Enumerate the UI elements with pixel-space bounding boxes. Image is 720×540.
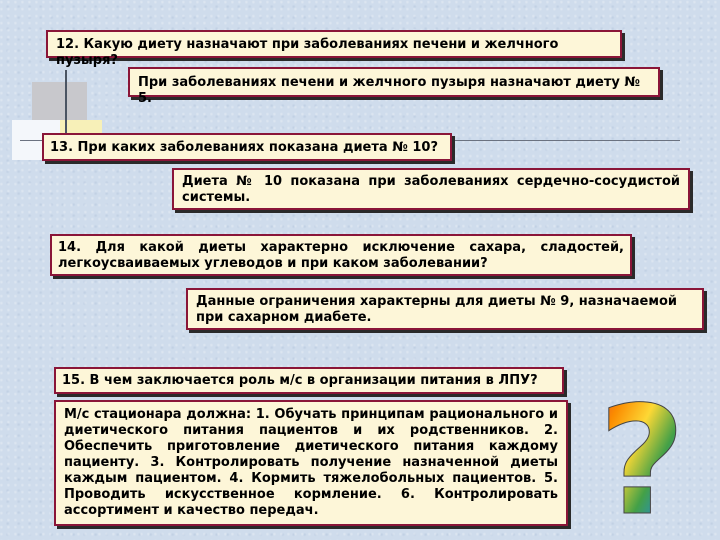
question-12-text: 12. Какую диету назначают при заболеваниях печени и желчного пузыря? — [56, 37, 559, 68]
question-14-box — [50, 234, 632, 276]
question-15-text: 15. В чем заключается роль м/с в организации питания в ЛПУ? — [62, 373, 538, 388]
answer-12-text: При заболеваниях печени и желчного пузыря назначают диету № 5. — [138, 75, 640, 106]
question-15-box — [54, 367, 564, 394]
question-14-text: 14. Для какой диеты характерно исключение сахара, сладостей, легкоусваиваемых углеводов и при каком заболевании? — [58, 240, 624, 271]
answer-12-box — [128, 67, 660, 106]
answer-14-box — [186, 288, 704, 330]
question-mark-glyph: ? — [598, 388, 686, 528]
answer-13-box — [172, 168, 690, 210]
answer-15-text: М/с стационара должна: 1. Обучать принципам рационального и диетического питания пациентов и их родственников. 2. Обеспечить приготовление диетического питания каждому пациенту. 3. Контролировать получение назначенной диеты каждым пациентом. 4. Кормить тяжелобольных пациентов. 5. Проводить искусственное кормление. 6. Контролировать ассортимент и качество передач. — [64, 407, 558, 518]
decor-square-gray — [32, 82, 87, 120]
question-12-box — [46, 30, 622, 68]
answer-13-text: Диета № 10 показана при заболеваниях сердечно-сосудистой системы. — [182, 174, 680, 205]
answer-14-text: Данные ограничения характерны для диеты № 9, назначаемой при сахарном диабете. — [196, 294, 678, 325]
question-13-text: 13. При каких заболеваниях показана диета № 10? — [50, 140, 439, 155]
answer-15-box — [54, 400, 568, 526]
question-13-box — [42, 133, 452, 161]
rainbow-question-mark-icon — [582, 388, 702, 528]
